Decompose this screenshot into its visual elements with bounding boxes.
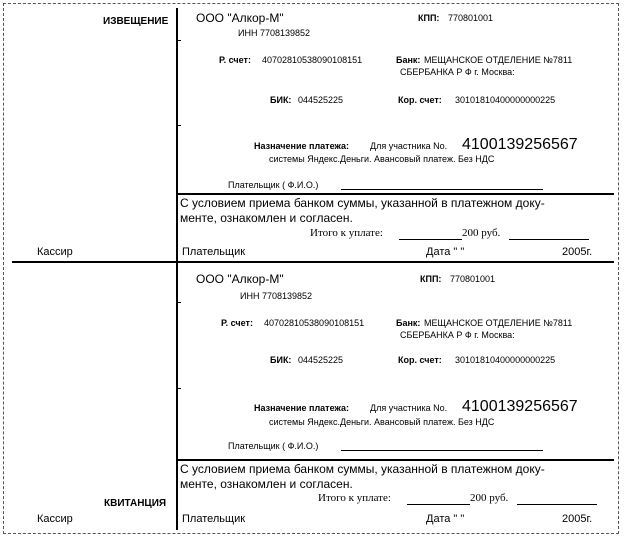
purpose-label: Назначение платежа: bbox=[254, 141, 349, 151]
inn: ИНН 7708139852 bbox=[240, 291, 313, 301]
divider-tick bbox=[177, 125, 181, 126]
total-label: Итого к уплате: bbox=[318, 492, 391, 504]
terms-line2: менте, ознакомлен и согласен. bbox=[180, 211, 353, 225]
account-label: Р. счет: bbox=[221, 318, 253, 328]
corr-label: Кор. счет: bbox=[398, 95, 442, 105]
bik-value: 044525225 bbox=[298, 355, 344, 365]
terms-top-rule bbox=[177, 193, 614, 195]
divider-tick bbox=[177, 302, 181, 303]
inn: ИНН 7708139852 bbox=[238, 28, 311, 38]
kpp-label: КПП: bbox=[420, 274, 442, 284]
payer-name-label: Плательщик ( Ф.И.О.) bbox=[228, 180, 319, 190]
bank-line1: МЕЩАНСКОЕ ОТДЕЛЕНИЕ №7811 bbox=[424, 318, 573, 328]
stub-divider bbox=[176, 8, 178, 530]
bank-line1: МЕЩАНСКОЕ ОТДЕЛЕНИЕ №7811 bbox=[424, 55, 573, 65]
total-amount: 200 руб. bbox=[470, 492, 509, 504]
kpp-value: 770801001 bbox=[448, 13, 494, 23]
payer-name-label: Плательщик ( Ф.И.О.) bbox=[228, 441, 319, 451]
total-tail-blank bbox=[517, 504, 597, 505]
terms-line2: менте, ознакомлен и согласен. bbox=[180, 477, 353, 491]
total-blank bbox=[399, 239, 462, 240]
cashier-label: Кассир bbox=[37, 246, 73, 258]
footer-payer: Плательщик bbox=[182, 513, 246, 525]
total-blank bbox=[407, 504, 470, 505]
purpose-text: Для участника No. bbox=[370, 141, 448, 151]
terms-line1: С условием приема банком суммы, указанной в платежном доку- bbox=[180, 196, 545, 210]
divider-tick bbox=[177, 40, 181, 41]
cashier-label: Кассир bbox=[37, 513, 73, 525]
corr-label: Кор. счет: bbox=[398, 355, 442, 365]
participant-number: 4100139256567 bbox=[462, 136, 578, 153]
purpose-line2: системы Яндекс.Деньги. Авансовый платеж. Без НДС bbox=[269, 417, 495, 427]
kpp-value: 770801001 bbox=[450, 274, 496, 284]
kpp-label: КПП: bbox=[418, 13, 440, 23]
bik-label: БИК: bbox=[270, 355, 292, 365]
footer-date: Дата " " bbox=[426, 513, 465, 525]
payee-name: ООО "Алкор-М" bbox=[196, 272, 284, 286]
participant-number: 4100139256567 bbox=[462, 398, 578, 415]
purpose-text: Для участника No. bbox=[370, 403, 448, 413]
footer-date: Дата " " bbox=[426, 246, 465, 258]
purpose-line2: системы Яндекс.Деньги. Авансовый платеж. Без НДС bbox=[269, 154, 495, 164]
payer-name-underline bbox=[341, 450, 543, 451]
footer-year: 2005г. bbox=[562, 513, 593, 525]
account-value: 40702810538090108151 bbox=[262, 55, 363, 65]
payer-name-underline bbox=[341, 189, 543, 190]
total-tail-blank bbox=[509, 239, 589, 240]
account-label: Р. счет: bbox=[219, 55, 251, 65]
corr-value: 30101810400000000225 bbox=[455, 355, 556, 365]
payee-name: ООО "Алкор-М" bbox=[196, 11, 284, 25]
terms-line1: С условием приема банком суммы, указанной в платежном доку- bbox=[180, 462, 545, 476]
bik-label: БИК: bbox=[270, 95, 292, 105]
account-value: 40702810538090108151 bbox=[264, 318, 365, 328]
total-amount: 200 руб. bbox=[462, 227, 501, 239]
footer-payer: Плательщик bbox=[182, 246, 246, 258]
section-label-notice: ИЗВЕЩЕНИЕ bbox=[103, 16, 169, 27]
bank-line2: СБЕРБАНКА Р Ф г. Москва: bbox=[400, 67, 515, 77]
divider-tick bbox=[177, 388, 181, 389]
bik-value: 044525225 bbox=[298, 95, 344, 105]
section-divider bbox=[12, 261, 614, 263]
purpose-label: Назначение платежа: bbox=[254, 403, 349, 413]
terms-top-rule bbox=[177, 459, 614, 461]
bank-label: Банк: bbox=[396, 55, 421, 65]
bank-line2: СБЕРБАНКА Р Ф г. Москва: bbox=[400, 330, 515, 340]
corr-value: 30101810400000000225 bbox=[455, 95, 556, 105]
bank-label: Банк: bbox=[396, 318, 421, 328]
footer-year: 2005г. bbox=[562, 246, 593, 258]
section-label-receipt: КВИТАНЦИЯ bbox=[104, 498, 167, 509]
receipt-frame bbox=[3, 3, 619, 534]
total-label: Итого к уплате: bbox=[310, 227, 383, 239]
